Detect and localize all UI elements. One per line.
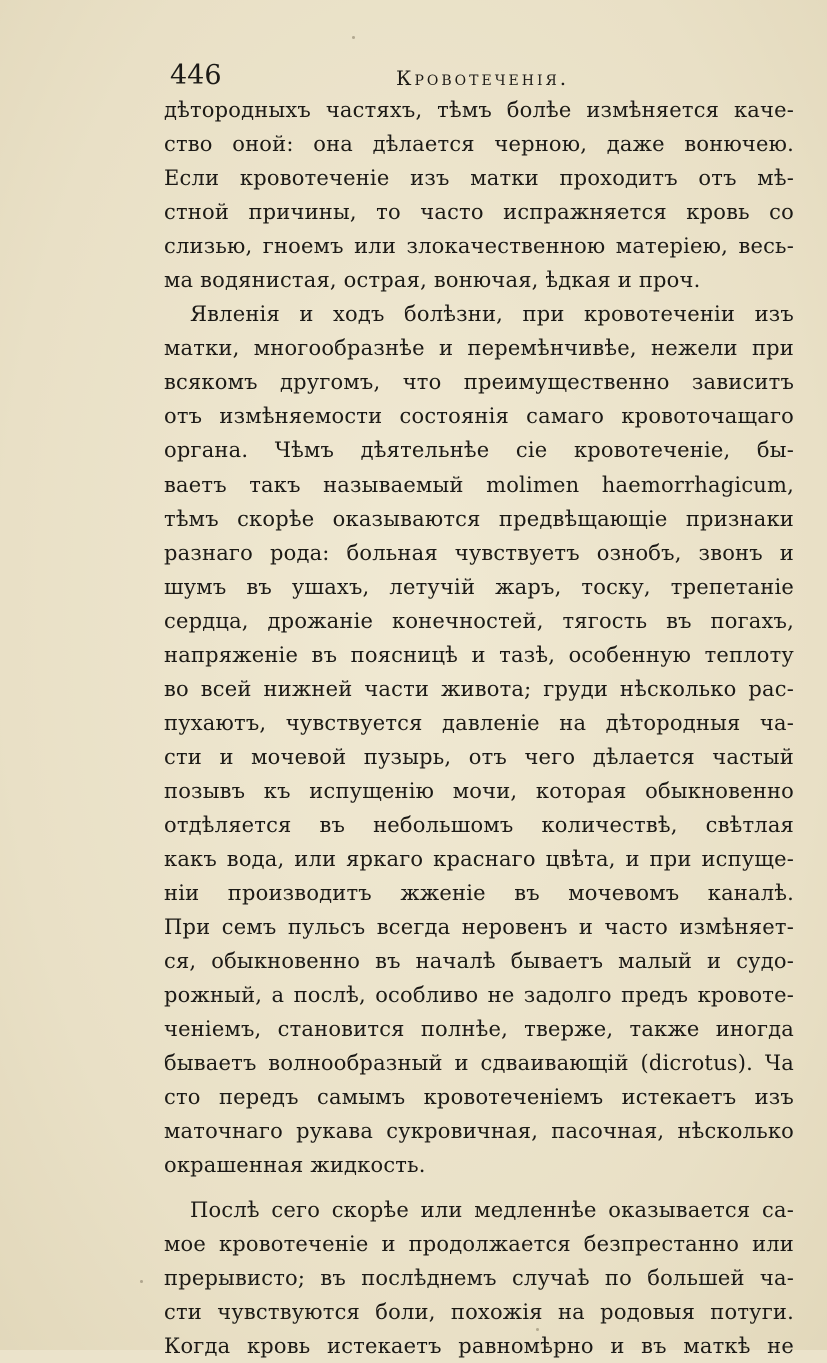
text-line: шумъ въ ушахъ, летучій жаръ, тоску, трепетаніе <box>164 574 794 599</box>
text-line: во всей нижней части живота; груди нѣсколько рас- <box>164 676 794 701</box>
text-line: слизью, гноемъ или злокачественною матеріею, весь- <box>164 234 794 259</box>
text-line: Послѣ сего скорѣе или медленнѣе оказывается са- <box>190 1197 794 1222</box>
text-line: Когда кровь истекаетъ равномѣрно и въ маткѣ не <box>164 1333 794 1358</box>
text-line: какъ вода, или яркаго краснаго цвѣта, и при испуще- <box>164 847 794 872</box>
text-line: прерывисто; въ послѣднемъ случаѣ по большей ча- <box>164 1265 794 1290</box>
text-line: Явленія и ходъ болѣзни, при кровотеченіи изъ <box>190 302 794 327</box>
text-line: сти и мочевой пузырь, отъ чего дѣлается частый <box>164 744 794 769</box>
page-number: 446 <box>170 60 222 91</box>
text-line: ство оной: она дѣлается черною, даже вонючею. <box>164 132 794 157</box>
text-line: отъ измѣняемости состоянія самаго кровоточащаго <box>164 404 794 429</box>
text-line: ма водянистая, острая, вонючая, ѣдкая и проч. <box>164 268 701 293</box>
text-line: всякомъ другомъ, что преимущественно зависитъ <box>164 370 794 395</box>
text-line: ніи производитъ жженіе въ мочевомъ каналѣ. <box>164 881 794 906</box>
text-line: Если кровотеченіе изъ матки проходитъ отъ мѣ- <box>164 166 794 191</box>
page-header <box>164 58 594 98</box>
text-line: сердца, дрожаніе конечностей, тягость въ погахъ, <box>164 608 794 633</box>
text-line: мое кровотеченіе и продолжается безпрестанно или <box>164 1231 794 1256</box>
text-line: ся, обыкновенно въ началѣ бываетъ малый и судо- <box>164 949 794 974</box>
paper-speck <box>352 36 355 39</box>
text-line: отдѣляется въ небольшомъ количествѣ, свѣтлая <box>164 812 794 837</box>
text-line: стной причины, то часто испражняется кровь со <box>164 200 794 225</box>
text-line: пухаютъ, чувствуется давленіе на дѣтородныя ча- <box>164 710 794 735</box>
text-line: органа. Чѣмъ дѣятельнѣе сіе кровотеченіе, бы- <box>164 438 794 463</box>
text-line: сто передъ самымъ кровотеченіемъ истекаетъ изъ <box>164 1085 794 1110</box>
paper-speck <box>140 1280 143 1283</box>
text-line: ваетъ такъ называемый molimen haemorrhagicum, <box>164 472 794 497</box>
text-line: напряженіе въ поясницѣ и тазѣ, особенную теплоту <box>164 642 794 667</box>
text-line: маточнаго рукава сукровичная, пасочная, нѣсколько <box>164 1119 794 1144</box>
text-line: тѣмъ скорѣе оказываются предвѣщающіе признаки <box>164 506 794 531</box>
text-line: матки, многообразнѣе и перемѣнчивѣе, нежели при <box>164 336 794 361</box>
paper-speck <box>536 1328 539 1331</box>
running-head: Кровотеченія. <box>396 66 570 90</box>
text-line: ченіемъ, становится полнѣе, тверже, также иногда <box>164 1017 794 1042</box>
text-line: дѣтородныхъ частяхъ, тѣмъ болѣе измѣняется каче- <box>164 98 794 122</box>
text-line: При семъ пульсъ всегда неровенъ и часто измѣняет- <box>164 915 794 940</box>
text-line: бываетъ волнообразный и сдваивающій (dicrotus). Ча <box>164 1051 794 1076</box>
text-line: рожный, а послѣ, особливо не задолго предъ кровоте- <box>164 983 794 1008</box>
text-line: сти чувствуются боли, похожія на родовыя потуги. <box>164 1299 794 1324</box>
text-line: позывъ къ испущенію мочи, которая обыкновенно <box>164 778 794 803</box>
body-text <box>164 93 794 1363</box>
text-line: окрашенная жидкость. <box>164 1153 426 1178</box>
text-line: разнаго рода: больная чувствуетъ ознобъ, звонъ и <box>164 540 794 565</box>
